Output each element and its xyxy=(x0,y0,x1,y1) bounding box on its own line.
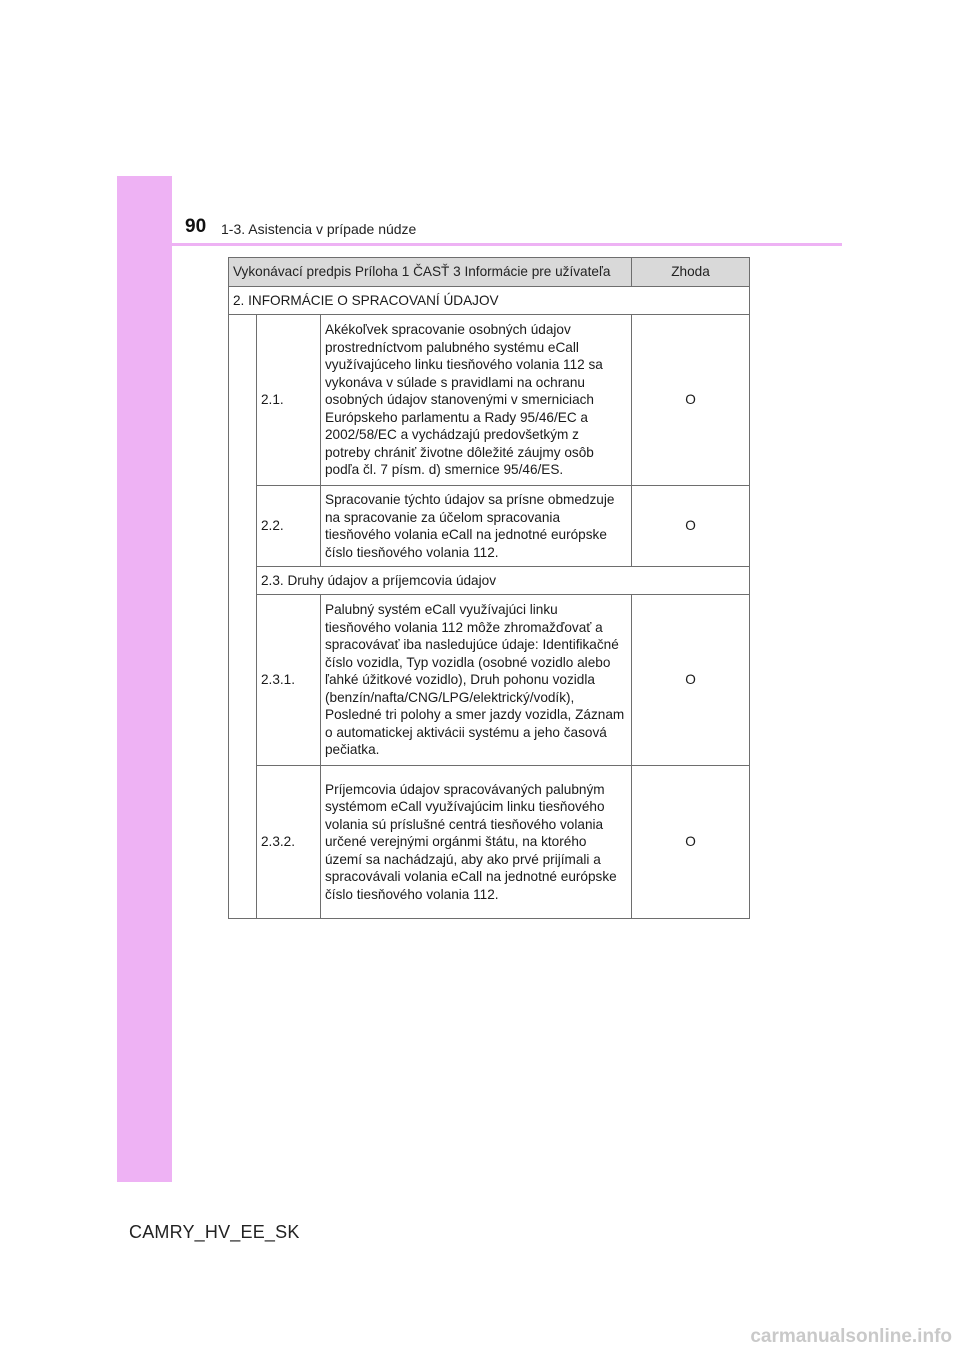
row-text: Príjemcovia údajov spracovávaných palubným systémom eCall využívajúcim linku tiesňového volania sú príslušné centrá tiesňového volania určené verejnými orgánmi štátu, na ktorého území sa nachádzajú, aby ako prvé prijímali a spracovávali volania eCall na jednotné európske číslo tiesňového volania 112. xyxy=(321,766,632,919)
table-row xyxy=(229,595,750,766)
document-code: CAMRY_HV_EE_SK xyxy=(129,1222,300,1242)
row-text: Palubný systém eCall využívajúci linku tiesňového volania 112 môže zhromažďovať a spracovávať iba nasledujúce údaje: Identifikačné číslo vozidla, Typ vozidla (osobné vozidlo alebo ľahké úžitkové vozidlo), Druh pohonu vozidla (benzín/nafta/CNG/LPG/elektrický/vodík), Posledné tri polohy a smer jazdy vozidla, Záznam o automatickej aktivácii systému a jeho časová pečiatka. xyxy=(321,595,632,766)
row-number: 2.3.2. xyxy=(257,766,321,919)
requirements-table xyxy=(228,257,750,919)
row-agreement: O xyxy=(632,315,750,486)
section-heading: 2. INFORMÁCIE O SPRACOVANÍ ÚDAJOV xyxy=(229,287,750,315)
section-title: 1-3. Asistencia v prípade núdze xyxy=(221,221,417,237)
page-number: 90 xyxy=(185,216,207,237)
subsection-heading: 2.3. Druhy údajov a príjemcovia údajov xyxy=(257,567,750,595)
column-header-agreement: Zhoda xyxy=(632,258,750,287)
row-agreement: O xyxy=(632,595,750,766)
row-agreement: O xyxy=(632,766,750,919)
row-agreement: O xyxy=(632,486,750,567)
column-header-requirement: Vykonávací predpis Príloha 1 ČASŤ 3 Informácie pre užívateľa xyxy=(229,258,632,287)
row-number: 2.2. xyxy=(257,486,321,567)
table-row xyxy=(229,315,750,486)
indent-cell xyxy=(229,315,257,919)
row-text: Spracovanie týchto údajov sa prísne obmedzuje na spracovanie za účelom spracovania tiesňového volania eCall na jednotné európske číslo tiesňového volania 112. xyxy=(321,486,632,567)
row-number: 2.3.1. xyxy=(257,595,321,766)
subsection-row xyxy=(229,567,750,595)
row-number: 2.1. xyxy=(257,315,321,486)
row-text: Akékoľvek spracovanie osobných údajov prostredníctvom palubného systému eCall využívajúceho linku tiesňového volania 112 sa vykonáva v súlade s pravidlami na ochranu osobných údajov stanovenými v smerniciach Európskeho parlamentu a Rady 95/46/EC a 2002/58/EC a vychádzajú predovšetkým z potreby chrániť životne dôležité záujmy osôb podľa čl. 7 písm. d) smernice 95/46/ES. xyxy=(321,315,632,486)
section-row xyxy=(229,287,750,315)
table-row xyxy=(229,766,750,919)
table-row xyxy=(229,486,750,567)
chapter-side-tab xyxy=(117,176,172,1182)
watermark: carmanualsonline.info xyxy=(750,1326,952,1347)
table-header-row xyxy=(229,258,750,287)
header-rule xyxy=(172,243,842,246)
